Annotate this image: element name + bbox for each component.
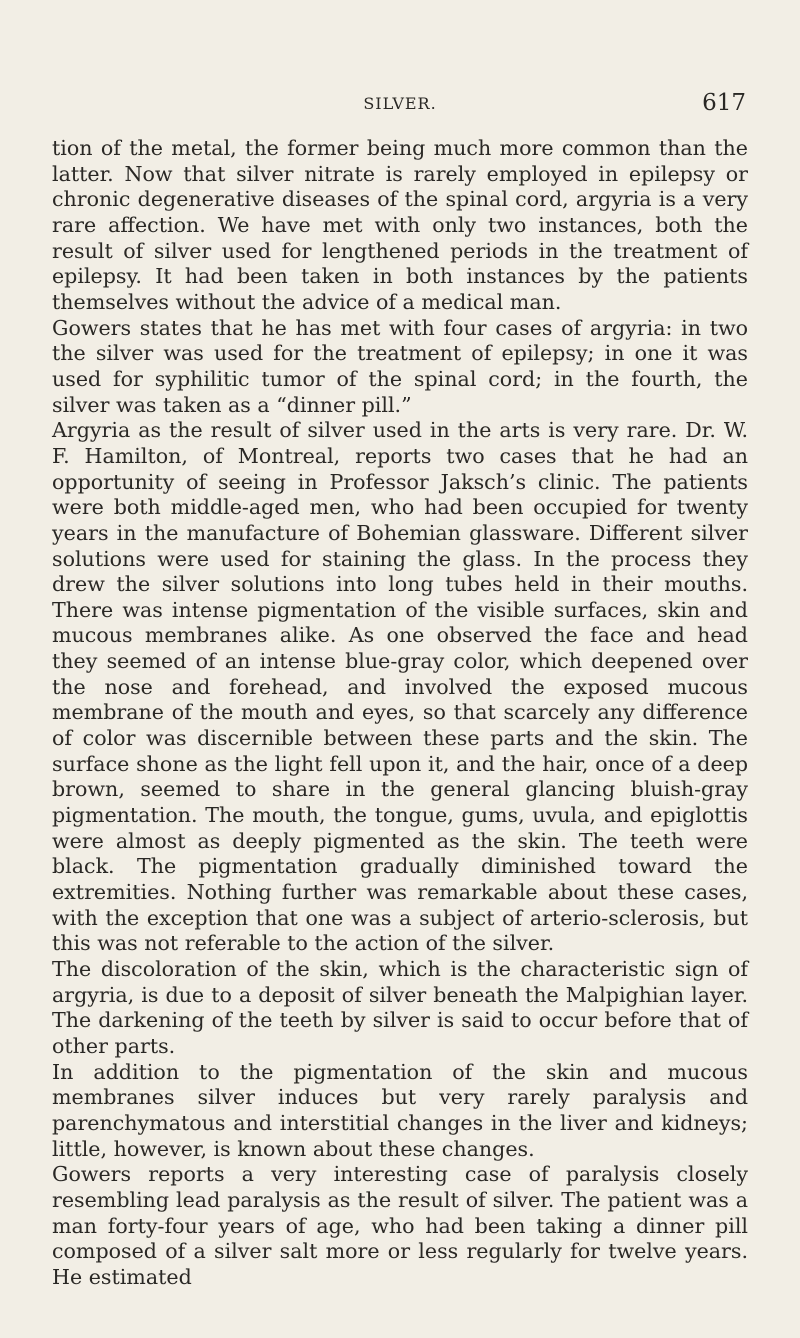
paragraph-discoloration: The discoloration of the skin, which is the characteristic sign of argyria, is due to a deposit of silver beneath the Malpighian layer. The darkening of the teeth by silver is said to occur before that of other parts.	[52, 957, 748, 1058]
paragraph-paralysis-case: Gowers reports a very interesting case of paralysis closely resembling lead paralysis as the result of silver. The patient was a man forty-four years of age, who had been taking a dinner pill composed of a silver salt more or less regularly for twelve years. He estimated	[52, 1162, 748, 1289]
page-header	[0, 90, 800, 120]
paragraph-pigmentation-changes: In addition to the pigmentation of the skin and mucous membranes silver induces but very rarely paralysis and parenchymatous and interstitial changes in the liver and kidneys; little, however, is known about these changes.	[52, 1059, 748, 1161]
body-text	[52, 136, 748, 1291]
paragraph-argyria-arts: Argyria as the result of silver used in the arts is very rare. Dr. W. F. Hamilton, of Montreal, reports two cases that he had an opportunity of seeing in Professor Jaksch’s clinic. The patients were both middle-aged men, who had been occupied for twenty years in the manufacture of Bohemian glassware. Different silver solutions were used for staining the glass. In the process they drew the silver solutions into long tubes held in their mouths. There was intense pigmentation of the visible surfaces, skin and mucous membranes alike. As one observed the face and head they seemed of an intense blue-gray color, which deepened over the nose and forehead, and involved the exposed mucous membrane of the mouth and eyes, so that scarcely any difference of color was discernible between these parts and the skin. The surface shone as the light fell upon it, and the hair, once of a deep brown, seemed to share in the general glancing bluish-gray pigmentation. The mouth, the tongue, gums, uvula, and epiglottis were almost as deeply pigmented as the skin. The teeth were black. The pigmentation gradually diminished toward the extremities. Nothing further was remarkable about these cases, with the exception that one was a subject of arterio-sclerosis, but this was not referable to the action of the silver.	[52, 418, 748, 956]
page-number: 617	[702, 90, 746, 116]
running-title: SILVER.	[363, 94, 437, 113]
paragraph-gowers-cases: Gowers states that he has met with four cases of argyria: in two the silver was used for the treatment of epilepsy; in one it was used for syphilitic tumor of the spinal cord; in the fourth, the silver was taken as a “dinner pill.”	[52, 315, 748, 417]
paragraph-continuation: tion of the metal, the former being much more common than the latter. Now that silver nitrate is rarely employed in epilepsy or chronic degenerative diseases of the spinal cord, argyria is a very rare affection. We have met with only two instances, both the result of silver used for lengthened periods in the treatment of epilepsy. It had been taken in both instances by the patients themselves without the advice of a medical man.	[52, 136, 748, 314]
